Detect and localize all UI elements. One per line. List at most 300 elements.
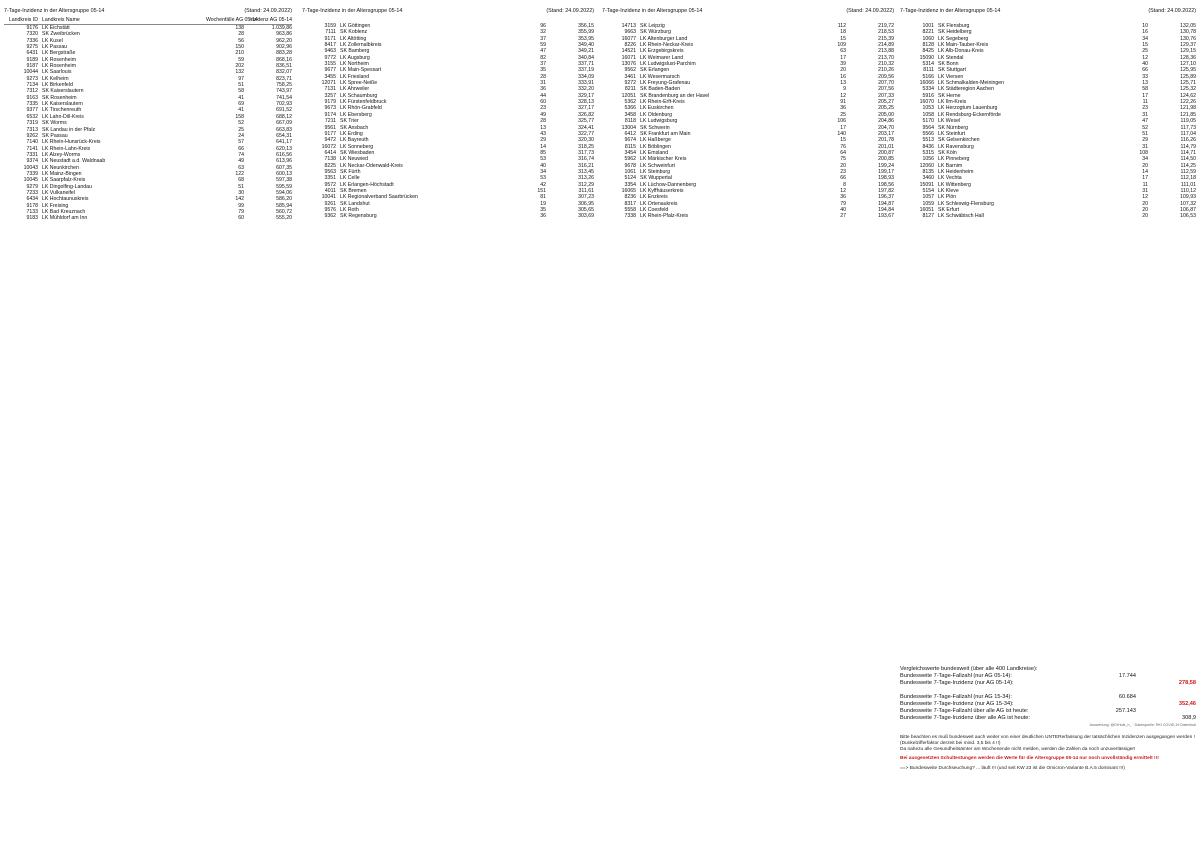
district-id: 4011 (324, 187, 336, 194)
incidence-value: 349,21 (578, 48, 594, 55)
incidence-value: 868,16 (276, 56, 292, 63)
district-name: LK Rosenheim (42, 63, 77, 70)
district-id: 9572 (324, 181, 336, 188)
district-id: 7338 (624, 213, 636, 220)
district-name: SK Frankfurt am Main (640, 130, 691, 137)
district-name: LK Bad Kreuznach (42, 208, 86, 215)
incidence-value: 199,17 (878, 168, 894, 175)
district-id: 9163 (26, 94, 38, 101)
district-name: LK Mühldorf am Inn (42, 215, 88, 222)
district-id: 9564 (922, 124, 934, 131)
incidence-value: 213,70 (878, 54, 894, 61)
district-name: SK Würzburg (640, 29, 671, 36)
weekly-cases: 39 (840, 61, 846, 68)
weekly-cases: 27 (840, 213, 846, 220)
weekly-cases: 20 (1142, 200, 1148, 207)
district-name: LK Erlangen-Höchstadt (340, 181, 394, 188)
weekly-cases: 17 (840, 124, 846, 131)
district-name: LK Kaiserslautern (42, 101, 83, 108)
incidence-value: 325,77 (578, 118, 594, 125)
district-name: LK Main-Spessart (340, 67, 382, 74)
district-name: LK Ravensburg (938, 143, 974, 150)
weekly-cases: 58 (238, 88, 244, 95)
weekly-cases: 91 (840, 99, 846, 106)
weekly-cases: 74 (238, 151, 244, 158)
table-header (4, 17, 292, 25)
district-name: LK Tirschenreuth (42, 107, 82, 114)
weekly-cases: 15 (1142, 42, 1148, 49)
weekly-cases: 51 (238, 183, 244, 190)
weekly-cases: 11 (1142, 99, 1148, 106)
incidence-value: 317,73 (578, 149, 594, 156)
weekly-cases: 96 (540, 23, 546, 29)
block-header (602, 8, 894, 15)
district-id: 3455 (324, 73, 336, 80)
incidence-value: 114,79 (1180, 143, 1196, 150)
district-id: 7131 (324, 86, 336, 93)
weekly-cases: 31 (1142, 187, 1148, 194)
district-id: 1057 (922, 194, 934, 201)
district-id: 15090 (919, 54, 934, 61)
weekly-cases: 37 (540, 61, 546, 68)
incidence-value: 316,21 (578, 162, 594, 169)
district-id: 9374 (26, 158, 38, 165)
district-id: 9463 (324, 48, 336, 55)
district-name: LK Kelheim (42, 75, 69, 82)
district-id: 8236 (624, 194, 636, 201)
weekly-cases: 8 (843, 181, 846, 188)
district-id: 1059 (922, 200, 934, 207)
column-block-2 (302, 8, 594, 220)
district-name: SK Erfurt (938, 206, 960, 213)
district-id: 7140 (26, 139, 38, 146)
district-name: LK Saarlouis (42, 69, 72, 76)
incidence-value: 307,23 (578, 194, 594, 201)
weekly-cases: 59 (540, 42, 546, 49)
district-name: LK Roth (340, 206, 359, 213)
district-name: LK Birkenfeld (42, 82, 73, 89)
incidence-value: 585,94 (276, 202, 292, 209)
district-name: LK Rhein-Erft-Kreis (640, 99, 685, 106)
district-name: SK Koblenz (340, 29, 368, 36)
district-id: 1061 (624, 168, 636, 175)
weekly-cases: 20 (1142, 206, 1148, 213)
weekly-cases: 36 (540, 86, 546, 93)
weekly-cases: 12 (840, 187, 846, 194)
district-name: LK Heidenheim (938, 168, 974, 175)
summary-row: Bundesweite 7-Tage-Inzidenz über alle AG ist heute: 308,9 (900, 715, 1196, 721)
incidence-value: 620,13 (276, 145, 292, 152)
district-id: 8417 (324, 42, 336, 49)
district-id: 16051 (919, 206, 934, 213)
district-name: SK Wiesbaden (340, 149, 375, 156)
stand-date: (Stand: 24.09.2022) (546, 8, 594, 14)
district-id: 6431 (26, 50, 38, 57)
district-name: SK Wuppertal (640, 175, 672, 182)
weekly-cases: 51 (238, 82, 244, 89)
incidence-value: 114,50 (1180, 156, 1196, 163)
column-block-3 (602, 8, 894, 220)
incidence-value: 112,59 (1180, 168, 1196, 175)
weekly-cases: 34 (1142, 156, 1148, 163)
incidence-value: 130,78 (1180, 29, 1196, 36)
weekly-cases: 10 (1142, 23, 1148, 29)
incidence-value: 963,86 (276, 31, 292, 38)
district-id: 16071 (621, 54, 636, 61)
district-id: 5362 (624, 99, 636, 106)
district-name: SK Schwerin (640, 124, 670, 131)
incidence-value: 205,27 (878, 99, 894, 106)
district-name: LK Rosenheim (42, 56, 77, 63)
district-id: 16077 (621, 35, 636, 42)
district-name: LK Wesel (938, 118, 961, 125)
district-id: 9678 (624, 162, 636, 169)
district-id: 9178 (26, 202, 38, 209)
incidence-value: 130,76 (1180, 35, 1196, 42)
summary-heading: Vergleichswerte bundesweit (über alle 400 Landkreise): (900, 666, 1038, 672)
weekly-cases: 56 (238, 37, 244, 44)
incidence-value: 200,87 (878, 149, 894, 156)
summary-row: Bundesweite 7-Tage-Inzidenz (nur AG 15-34): 352,46 (900, 701, 1196, 707)
incidence-value: 758,25 (276, 82, 292, 89)
district-id: 14521 (621, 48, 636, 55)
district-name: SK Trier (340, 118, 359, 125)
incidence-value: 823,71 (276, 75, 292, 82)
district-name: LK Ortenaukreis (640, 200, 678, 207)
district-id: 9663 (624, 29, 636, 36)
weekly-cases: 11 (1142, 181, 1148, 188)
incidence-value: 641,17 (276, 139, 292, 146)
incidence-value: 197,82 (878, 187, 894, 194)
district-id: 5154 (922, 187, 934, 194)
incidence-value: 688,12 (276, 113, 292, 120)
school-testing-alert: Bei ausgesetzten Schultestungen werden die Werte für die Altersgruppe 05-14 nur noch unvollständig ermittelt !!! (900, 756, 1159, 762)
district-name: LK Ludwigslust-Parchim (640, 61, 696, 68)
district-name: LK Lüchow-Dannenberg (640, 181, 696, 188)
district-name: SK Bremen (340, 187, 367, 194)
weekly-cases: 40 (840, 206, 846, 213)
weekly-cases: 44 (540, 92, 546, 99)
weekly-cases: 66 (840, 175, 846, 182)
incidence-value: 203,17 (878, 130, 894, 137)
district-name: LK Dingolfing-Landau (42, 183, 92, 190)
weekly-cases: 66 (238, 145, 244, 152)
district-id: 9362 (324, 213, 336, 220)
stand-date: (Stand: 24.09.2022) (1148, 8, 1196, 14)
incidence-value: 215,39 (878, 35, 894, 42)
incidence-value: 121,98 (1180, 105, 1196, 112)
district-id: 5962 (624, 156, 636, 163)
district-name: SK Nürnberg (938, 124, 968, 131)
district-id: 5166 (922, 73, 934, 80)
incidence-value: 198,56 (878, 181, 894, 188)
district-name: LK Neckar-Odenwald-Kreis (340, 162, 403, 169)
incidence-value: 332,20 (578, 86, 594, 93)
district-name: SK Kaiserslautern (42, 88, 84, 95)
incidence-value: 902,96 (276, 44, 292, 51)
weekly-cases: 13 (840, 80, 846, 87)
district-id: 6532 (26, 113, 38, 120)
district-id: 16072 (321, 143, 336, 150)
incidence-value: 355,99 (578, 29, 594, 36)
district-id: 9177 (324, 130, 336, 137)
weekly-cases: 23 (840, 168, 846, 175)
district-id: 8317 (624, 200, 636, 207)
district-name: SK Ansbach (340, 124, 369, 131)
district-name: LK Coesfeld (640, 206, 669, 213)
sheet-title: 7-Tage-Inzidenz in der Altersgruppe 05-14 (302, 8, 403, 14)
weekly-cases: 31 (540, 80, 546, 87)
district-id: 12060 (919, 162, 934, 169)
district-name: LK Böblingen (640, 143, 671, 150)
district-id: 1053 (922, 105, 934, 112)
weekly-cases: 36 (540, 213, 546, 220)
district-name: LK Emsland (640, 149, 668, 156)
incidence-value: 324,41 (578, 124, 594, 131)
incidence-value: 117,73 (1180, 124, 1196, 131)
incidence-value: 125,95 (1180, 67, 1196, 74)
district-name: LK Göttingen (340, 23, 371, 29)
incidence-value: 313,26 (578, 175, 594, 182)
incidence-value: 594,06 (276, 189, 292, 196)
district-name: LK Celle (340, 175, 360, 182)
district-id: 7335 (26, 101, 38, 108)
district-id: 9273 (26, 75, 38, 82)
weekly-cases: 82 (540, 54, 546, 61)
district-name: LK Friesland (340, 73, 370, 80)
district-name: LK Altenburger Land (640, 35, 688, 42)
incidence-value: 322,77 (578, 130, 594, 137)
table-row (4, 215, 292, 221)
district-id: 6434 (26, 196, 38, 203)
district-name: LK Euskirchen (640, 105, 674, 112)
incidence-value: 129,37 (1180, 42, 1196, 49)
weekly-cases: 85 (540, 149, 546, 156)
district-name: LK Viersen (938, 73, 964, 80)
incidence-value: 207,56 (878, 86, 894, 93)
incidence-value: 836,51 (276, 63, 292, 70)
district-id: 8127 (922, 213, 934, 220)
weekly-cases: 14 (540, 143, 546, 150)
district-id: 9174 (324, 111, 336, 118)
incidence-value: 128,36 (1180, 54, 1196, 61)
incidence-value: 114,25 (1180, 162, 1196, 169)
incidence-value: 329,17 (578, 92, 594, 99)
weekly-cases: 29 (540, 137, 546, 144)
weekly-cases: 25 (1142, 48, 1148, 55)
weekly-cases: 12 (1142, 194, 1148, 201)
district-name: LK Augsburg (340, 54, 370, 61)
incidence-value: 328,13 (578, 99, 594, 106)
district-id: 15091 (919, 181, 934, 188)
district-name: LK Schwäbisch Hall (938, 213, 984, 220)
incidence-value: 607,35 (276, 164, 292, 171)
weekly-cases: 79 (238, 208, 244, 215)
district-id: 5566 (922, 130, 934, 137)
district-name: LK Enzkreis (640, 194, 668, 201)
incidence-value: 316,74 (578, 156, 594, 163)
district-id: 1058 (922, 111, 934, 118)
incidence-value: 962,20 (276, 37, 292, 44)
incidence-value: 586,20 (276, 196, 292, 203)
weekly-cases: 69 (238, 101, 244, 108)
summary-row: Bundesweite 7-Tage-Inzidenz (nur AG 05-14): 278,58 (900, 680, 1196, 686)
incidence-value: 125,71 (1180, 80, 1196, 87)
district-id: 1056 (922, 156, 934, 163)
district-id: 5170 (922, 118, 934, 125)
weekly-cases: 63 (840, 48, 846, 55)
district-name: LK Wesermarsch (640, 73, 680, 80)
district-id: 9275 (26, 44, 38, 51)
table-body (302, 23, 594, 220)
weekly-cases: 158 (235, 113, 244, 120)
block-header (900, 8, 1196, 15)
weekly-cases: 36 (840, 105, 846, 112)
table-row (302, 213, 594, 219)
weekly-cases: 35 (540, 206, 546, 213)
district-name: LK Rendsburg-Eckernförde (938, 111, 1001, 118)
incidence-value: 337,71 (578, 61, 594, 68)
district-name: SK Worms (42, 120, 67, 127)
weekly-cases: 43 (540, 130, 546, 137)
district-name: SK Heidelberg (938, 29, 972, 36)
district-name: LK Spree-Neiße (340, 80, 378, 87)
district-name: LK Lahn-Dill-Kreis (42, 113, 84, 120)
sheet-title: 7-Tage-Inzidenz in der Altersgruppe 05-14 (900, 8, 1001, 14)
district-id: 1060 (922, 35, 934, 42)
weekly-cases: 42 (540, 181, 546, 188)
district-name: LK Neuwied (340, 156, 368, 163)
incidence-value: 205,25 (878, 105, 894, 112)
incidence-value: 207,70 (878, 80, 894, 87)
header-incidence: Inzidenz AG 05-14 (249, 17, 292, 23)
weekly-cases: 16 (1142, 29, 1148, 36)
district-id: 7336 (26, 37, 38, 44)
incidence-value: 306,95 (578, 200, 594, 207)
district-name: SK Landshut (340, 200, 370, 207)
district-name: LK Schaumburg (340, 92, 378, 99)
district-id: 5124 (624, 175, 636, 182)
weekly-cases: 64 (840, 149, 846, 156)
weekly-cases: 63 (238, 164, 244, 171)
district-id: 7211 (324, 118, 336, 125)
district-name: LK Rhein-Pfalz-Kreis (640, 213, 689, 220)
weekly-cases: 16 (840, 73, 846, 80)
district-id: 9562 (624, 67, 636, 74)
incidence-value: 210,26 (878, 67, 894, 74)
incidence-value: 106,53 (1180, 213, 1196, 220)
district-name: LK Bergstraße (42, 50, 76, 57)
incidence-value: 107,32 (1180, 200, 1196, 207)
district-name: SK Brandenburg an der Havel (640, 92, 710, 99)
incidence-value: 555,20 (276, 215, 292, 222)
weekly-cases: 17 (1142, 92, 1148, 99)
table-body (900, 23, 1196, 220)
district-id: 7233 (26, 189, 38, 196)
district-id: 9772 (324, 54, 336, 61)
column-block-4 (900, 8, 1196, 220)
district-name: LK Rhein-Neckar-Kreis (640, 42, 694, 49)
district-name: SK Flensburg (938, 23, 970, 29)
header-id: Landkreis ID (8, 17, 38, 23)
district-name: LK Freising (42, 202, 69, 209)
weekly-cases: 106 (837, 118, 846, 125)
incidence-value: 312,29 (578, 181, 594, 188)
weekly-cases: 99 (238, 202, 244, 209)
weekly-cases: 151 (537, 187, 546, 194)
district-name: SK Erlangen (640, 67, 670, 74)
district-id: 16070 (919, 99, 934, 106)
district-id: 7141 (26, 145, 38, 152)
district-name: SK Fürth (340, 168, 361, 175)
district-name: LK Zollernalbkreis (340, 42, 382, 49)
incidence-value: 196,37 (878, 194, 894, 201)
weekly-cases: 79 (840, 200, 846, 207)
weekly-cases: 142 (235, 196, 244, 203)
district-id: 7339 (26, 170, 38, 177)
incidence-value: 204,70 (878, 124, 894, 131)
weekly-cases: 53 (540, 156, 546, 163)
table-row (900, 213, 1196, 219)
district-id: 7331 (26, 151, 38, 158)
district-name: LK Ahrweiler (340, 86, 370, 93)
weekly-cases: 52 (1142, 124, 1148, 131)
district-id: 8436 (922, 143, 934, 150)
sheet-title: 7-Tage-Inzidenz in der Altersgruppe 05-14 (602, 8, 703, 14)
incidence-value: 743,97 (276, 88, 292, 95)
incidence-value: 122,26 (1180, 99, 1196, 106)
district-id: 3460 (922, 175, 934, 182)
district-name: SK Passau (42, 132, 68, 139)
district-id: 9576 (324, 206, 336, 213)
district-id: 3461 (624, 73, 636, 80)
incidence-value: 667,09 (276, 120, 292, 127)
incidence-value: 194,87 (878, 200, 894, 207)
incidence-value: 832,07 (276, 69, 292, 76)
district-id: 9261 (324, 200, 336, 207)
district-id: 3354 (624, 181, 636, 188)
district-id: 10043 (23, 164, 38, 171)
district-id: 12051 (621, 92, 636, 99)
incidence-value: 340,84 (578, 54, 594, 61)
header-cases: Wochenfälle AG 05-14 (206, 17, 258, 23)
district-id: 8118 (624, 118, 636, 125)
incidence-value: 109,93 (1180, 194, 1196, 201)
district-id: 3454 (624, 149, 636, 156)
district-name: LK Städteregion Aachen (938, 86, 994, 93)
weekly-cases: 40 (1142, 61, 1148, 68)
district-name: LK Erzgebirgskreis (640, 48, 684, 55)
district-name: LK Northeim (340, 61, 369, 68)
incidence-value: 213,88 (878, 48, 894, 55)
district-id: 7312 (26, 88, 38, 95)
weekly-cases: 76 (840, 143, 846, 150)
incidence-value: 691,52 (276, 107, 292, 114)
weekly-cases: 150 (235, 44, 244, 51)
sheet-title: 7-Tage-Inzidenz in der Altersgruppe 05-14 (4, 8, 105, 14)
weekly-cases: 140 (837, 130, 846, 137)
district-name: LK Steinburg (640, 168, 670, 175)
district-id: 10041 (321, 194, 336, 201)
district-name: LK Ludwigsburg (640, 118, 678, 125)
district-id: 5558 (624, 206, 636, 213)
district-id: 7133 (26, 208, 38, 215)
incidence-value: 356,15 (578, 23, 594, 29)
weekly-cases: 49 (238, 158, 244, 165)
incidence-value: 125,32 (1180, 86, 1196, 93)
district-id: 9563 (324, 168, 336, 175)
district-id: 8425 (922, 48, 934, 55)
